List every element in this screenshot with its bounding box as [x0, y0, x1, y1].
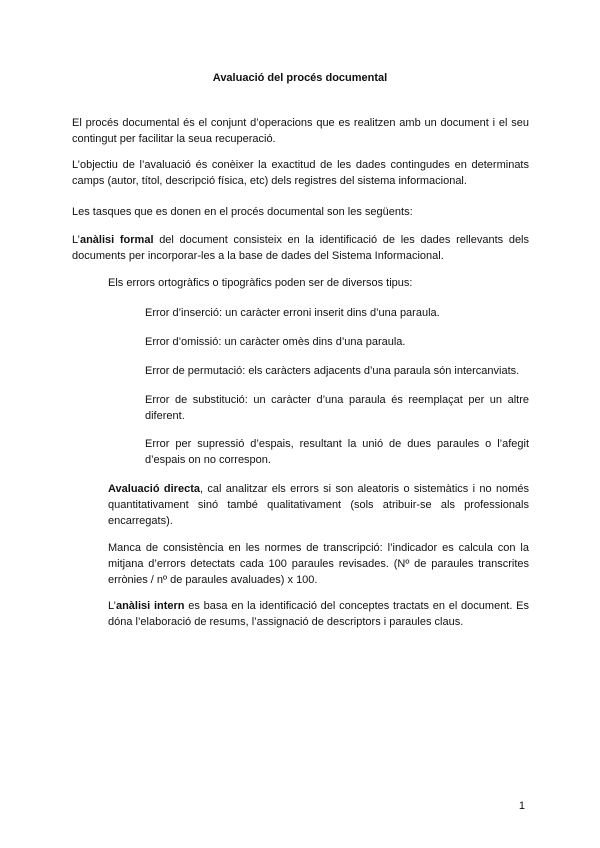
- paragraph-internal-analysis: [108, 598, 529, 630]
- formal-rest: del document consisteix en la identificació de les dades rellevants dels documents per incorporar-les a la base de dades del Sistema Informacional.: [72, 234, 530, 262]
- formal-prefix: L’: [72, 234, 80, 246]
- error-type-item: Error de permutació: els caràcters adjacents d’una paraula són intercanviats.: [145, 365, 520, 377]
- internal-bold-term: anàlisi intern: [115, 600, 185, 612]
- formal-bold-term: anàlisi formal: [79, 234, 154, 246]
- paragraph-consistency: Manca de consistència en les normes de transcripció: l’indicador es calcula con la mitjana d’errors detectats cada 100 paraules revisades. (Nº de paraules transcrites errònies / nº de paraules avaluades) x 100.: [108, 542, 529, 586]
- error-type-item: Error de substitució: un caràcter d’una paraula és reemplaçat per un altre diferent.: [145, 394, 529, 422]
- page-title: Avaluació del procés documental: [212, 72, 388, 84]
- paragraph-direct-evaluation: [108, 481, 529, 529]
- error-type-item: Error per supressió d’espais, resultant la unió de dues paraules o l’afegit d’espais on no correspon.: [145, 438, 529, 466]
- paragraph-errors-intro: Els errors ortogràfics o tipogràfics poden ser de diversos tipus:: [108, 277, 413, 289]
- page-number: 1: [518, 800, 525, 812]
- direct-bold-term: Avaluació directa: [108, 483, 200, 495]
- paragraph-formal-analysis: [72, 232, 529, 264]
- error-type-item: Error d’omissió: un caràcter omès dins d’una paraula.: [145, 336, 406, 348]
- paragraph-intro: El procés documental és el conjunt d’operacions que es realitzen amb un document i el seu contingut per facilitar la seua recuperació.: [72, 117, 529, 145]
- paragraph-tasks: Les tasques que es donen en el procés documental son les següents:: [72, 206, 413, 218]
- paragraph-objective: L’objectiu de l’avaluació és conèixer la exactitud de les dades contingudes en determinats camps (autor, títol, descripció física, etc) dels registres del sistema informacional.: [72, 159, 529, 187]
- error-type-item: Error d’inserció: un caràcter erroni inserit dins d’una paraula.: [145, 307, 440, 319]
- direct-rest: , cal analitzar els errors si son aleatoris o sistemàtics i no només quantitativament sinó també qualitativament (sols atribuir-se als professionals encarregats).: [108, 483, 530, 527]
- internal-rest: es basa en la identificació del conceptes tractats en el document. Es dóna l’elaboració de resums, l’assignació de descriptors i paraules claus.: [108, 600, 529, 628]
- internal-prefix: L’: [108, 600, 116, 612]
